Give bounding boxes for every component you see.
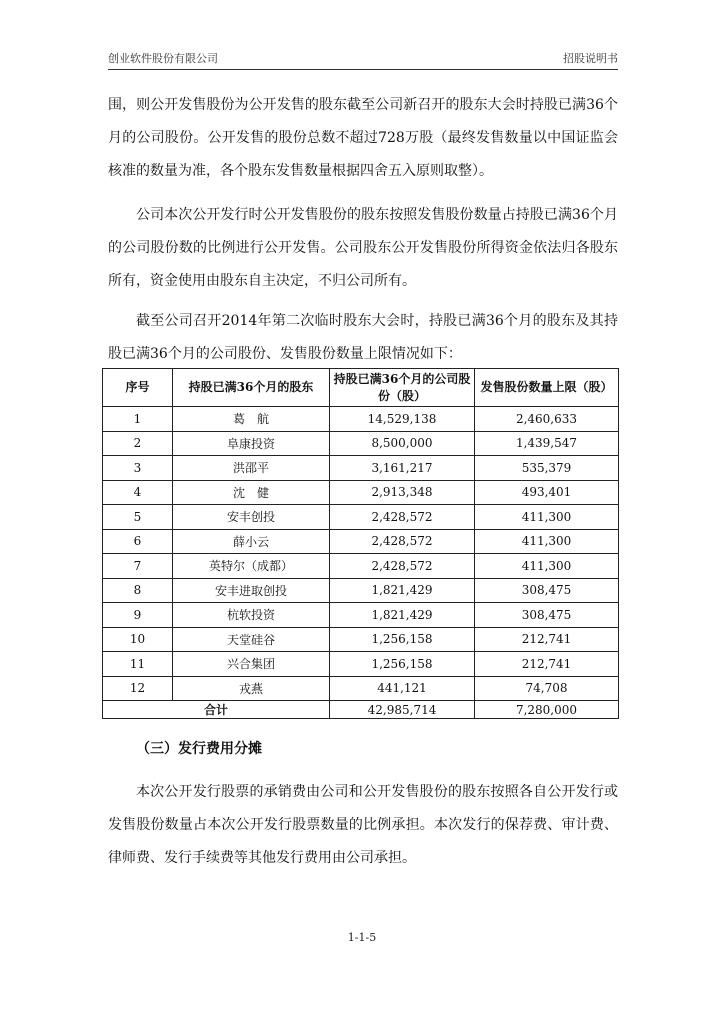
cell-limit: 1,439,547 <box>475 431 619 456</box>
cell-shares: 441,121 <box>330 676 475 701</box>
cell-shares: 8,500,000 <box>330 431 475 456</box>
cell-shares: 2,428,572 <box>330 529 475 554</box>
col-header-limit: 发售股份数量上限（股） <box>475 369 619 407</box>
table-row <box>103 480 619 505</box>
header-divider <box>108 69 618 70</box>
cell-seq: 1 <box>103 407 173 432</box>
header-company: 创业软件股份有限公司 <box>108 52 218 65</box>
cell-limit: 411,300 <box>475 529 619 554</box>
cell-seq: 10 <box>103 627 173 652</box>
page-number: 1-1-5 <box>347 931 377 944</box>
cell-limit: 411,300 <box>475 505 619 530</box>
cell-seq: 2 <box>103 431 173 456</box>
table-row <box>103 407 619 432</box>
cell-seq: 11 <box>103 652 173 677</box>
cell-shares: 2,428,572 <box>330 505 475 530</box>
cell-seq: 6 <box>103 529 173 554</box>
cell-shareholder: 戎燕 <box>173 676 330 701</box>
cell-seq: 5 <box>103 505 173 530</box>
cell-shareholder: 杭软投资 <box>173 603 330 628</box>
section-subheading: （三）发行费用分摊 <box>136 741 262 757</box>
cell-limit: 2,460,633 <box>475 407 619 432</box>
cell-shareholder: 安丰创投 <box>173 505 330 530</box>
total-shares: 42,985,714 <box>330 701 475 719</box>
cell-shareholder: 兴合集团 <box>173 652 330 677</box>
cell-shares: 14,529,138 <box>330 407 475 432</box>
cell-limit: 411,300 <box>475 554 619 579</box>
total-label: 合计 <box>103 701 330 719</box>
paragraph-2: 公司本次公开发行时公开发售股份的股东按照发售股份数量占持股已满36个月的公司股份数的比例进行公开发售。公司股东公开发售股份所得资金依法归各股东所有，资金使用由股东自主决定，不归公司所有。 <box>108 207 618 289</box>
cell-shares: 1,821,429 <box>330 603 475 628</box>
cell-limit: 308,475 <box>475 603 619 628</box>
table-row <box>103 652 619 677</box>
paragraph-4: 本次公开发行股票的承销费由公司和公开发售股份的股东按照各自公开发行或发售股份数量占本次公开发行股票数量的比例承担。本次发行的保荐费、审计费、律师费、发行手续费等其他发行费用由公司承担。 <box>108 784 618 866</box>
cell-limit: 74,708 <box>475 676 619 701</box>
col-header-seq: 序号 <box>103 369 173 407</box>
cell-limit: 493,401 <box>475 480 619 505</box>
cell-shareholder: 沈 健 <box>173 480 330 505</box>
table-row <box>103 529 619 554</box>
table-row <box>103 627 619 652</box>
cell-seq: 9 <box>103 603 173 628</box>
cell-shareholder: 阜康投资 <box>173 431 330 456</box>
page-header <box>108 50 618 68</box>
table-header-row <box>103 369 619 407</box>
cell-limit: 308,475 <box>475 578 619 603</box>
header-doc-type: 招股说明书 <box>563 52 618 65</box>
shareholder-table <box>102 368 619 719</box>
cell-shares: 1,821,429 <box>330 578 475 603</box>
cell-limit: 535,379 <box>475 456 619 481</box>
cell-seq: 12 <box>103 676 173 701</box>
table-row <box>103 676 619 701</box>
cell-seq: 3 <box>103 456 173 481</box>
table-total-row <box>103 701 619 719</box>
paragraph-3: 截至公司召开2014年第二次临时股东大会时，持股已满36个月的股东及其持股已满36个月的公司股份、发售股份数量上限情况如下： <box>108 313 618 362</box>
cell-shareholder: 薛小云 <box>173 529 330 554</box>
cell-shares: 1,256,158 <box>330 627 475 652</box>
col-header-shares: 持股已满36个月的公司股份（股） <box>330 369 475 407</box>
table-row <box>103 431 619 456</box>
col-header-shareholder: 持股已满36个月的股东 <box>173 369 330 407</box>
table-row <box>103 456 619 481</box>
cell-limit: 212,741 <box>475 627 619 652</box>
total-limit: 7,280,000 <box>475 701 619 719</box>
cell-shareholder: 英特尔（成都） <box>173 554 330 579</box>
cell-seq: 8 <box>103 578 173 603</box>
table-row <box>103 603 619 628</box>
table-row <box>103 578 619 603</box>
cell-seq: 7 <box>103 554 173 579</box>
cell-shares: 2,913,348 <box>330 480 475 505</box>
table-row <box>103 505 619 530</box>
cell-shares: 1,256,158 <box>330 652 475 677</box>
paragraph-1: 围，则公开发售股份为公开发售的股东截至公司新召开的股东大会时持股已满36个月的公司股份。公开发售的股份总数不超过728万股（最终发售数量以中国证监会核准的数量为准，各个股东发售数量根据四舍五入原则取整）。 <box>108 97 618 179</box>
cell-shareholder: 安丰进取创投 <box>173 578 330 603</box>
cell-shares: 2,428,572 <box>330 554 475 579</box>
cell-limit: 212,741 <box>475 652 619 677</box>
table-row <box>103 554 619 579</box>
cell-shareholder: 天堂硅谷 <box>173 627 330 652</box>
cell-seq: 4 <box>103 480 173 505</box>
cell-shares: 3,161,217 <box>330 456 475 481</box>
cell-shareholder: 葛 航 <box>173 407 330 432</box>
cell-shareholder: 洪邵平 <box>173 456 330 481</box>
